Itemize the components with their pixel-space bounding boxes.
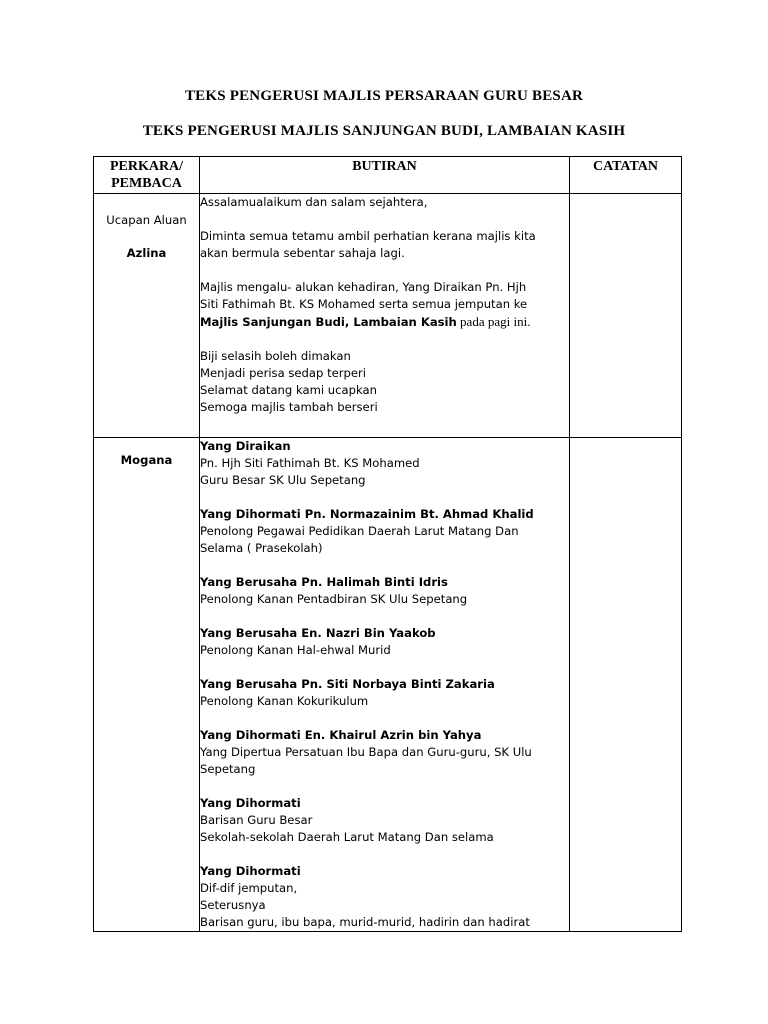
- catatan-cell: [570, 438, 682, 932]
- text-line: Yang Dipertua Persatuan Ibu Bapa dan Guru-guru, SK Ulu: [200, 745, 532, 759]
- guest-heading: Yang Dihormati En. Khairul Azrin bin Yahya: [200, 728, 482, 742]
- butiran-cell: [200, 438, 570, 932]
- table-header-row: [94, 157, 682, 194]
- text-line: Penolong Kanan Pentadbiran SK Ulu Sepetang: [200, 592, 468, 606]
- guest-heading: Yang Diraikan: [200, 439, 291, 453]
- text-line: Guru Besar SK Ulu Sepetang: [200, 473, 366, 487]
- text-line: Majlis mengalu- alukan kehadiran, Yang Diraikan Pn. Hjh: [200, 280, 527, 294]
- pembaca-cell: [94, 438, 200, 932]
- guest-heading: Yang Dihormati: [200, 796, 301, 810]
- pantun-line: Selamat datang kami ucapkan: [200, 383, 377, 397]
- perkara-label: Ucapan Aluan: [106, 213, 187, 227]
- header-pembaca: PEMBACA: [111, 176, 182, 191]
- text-line: akan bermula sebentar sahaja lagi.: [200, 246, 405, 260]
- guest-heading: Yang Berusaha En. Nazri Bin Yaakob: [200, 626, 436, 640]
- pantun-line: Biji selasih boleh dimakan: [200, 349, 351, 363]
- text-line: Selama ( Prasekolah): [200, 541, 323, 555]
- text-line: Penolong Kanan Kokurikulum: [200, 694, 369, 708]
- text-line: Penolong Pegawai Pedidikan Daerah Larut Matang Dan: [200, 524, 519, 538]
- table-row: [94, 438, 682, 932]
- perkara-cell: [94, 194, 200, 438]
- text-line: Pn. Hjh Siti Fathimah Bt. KS Mohamed: [200, 456, 420, 470]
- guest-heading: Yang Dihormati: [200, 864, 301, 878]
- text-line: Penolong Kanan Hal-ehwal Murid: [200, 643, 391, 657]
- document-title: TEKS PENGERUSI MAJLIS PERSARAAN GURU BESAR: [184, 88, 584, 104]
- butiran-cell: [200, 194, 570, 438]
- text-line: Seterusnya: [200, 898, 266, 912]
- text-line: Barisan guru, ibu bapa, murid-murid, hadirin dan hadirat: [200, 915, 530, 929]
- guest-heading: Yang Berusaha Pn. Siti Norbaya Binti Zakaria: [200, 677, 495, 691]
- text-line: Sekolah-sekolah Daerah Larut Matang Dan selama: [200, 830, 494, 844]
- pembaca-name: Azlina: [126, 246, 167, 260]
- header-perkara: PERKARA/: [109, 159, 184, 174]
- event-name: Majlis Sanjungan Budi, Lambaian Kasih: [200, 315, 457, 329]
- event-time-text: pada pagi ini.: [456, 314, 531, 329]
- text-line: Sepetang: [200, 762, 256, 776]
- pembaca-name: Mogana: [120, 453, 173, 467]
- guest-heading: Yang Dihormati Pn. Normazainim Bt. Ahmad Khalid: [200, 507, 534, 521]
- text-line: Diminta semua tetamu ambil perhatian kerana majlis kita: [200, 229, 536, 243]
- text-line: Barisan Guru Besar: [200, 813, 313, 827]
- table-row: [94, 194, 682, 438]
- text-line: Siti Fathimah Bt. KS Mohamed serta semua jemputan ke: [200, 297, 528, 311]
- header-butiran: BUTIRAN: [200, 157, 570, 194]
- text-line: [200, 313, 569, 331]
- document-subtitle: TEKS PENGERUSI MAJLIS SANJUNGAN BUDI, LAMBAIAN KASIH: [142, 123, 626, 139]
- pantun-line: Semoga majlis tambah berseri: [200, 400, 378, 414]
- pantun-line: Menjadi perisa sedap terperi: [200, 366, 366, 380]
- text-line: Dif-dif jemputan,: [200, 881, 298, 895]
- text-line: Assalamualaikum dan salam sejahtera,: [200, 195, 428, 209]
- catatan-cell: [570, 194, 682, 438]
- header-catatan: CATATAN: [570, 157, 682, 194]
- program-table: [93, 156, 682, 932]
- guest-heading: Yang Berusaha Pn. Halimah Binti Idris: [200, 575, 448, 589]
- header-perkara-pembaca: [94, 157, 200, 194]
